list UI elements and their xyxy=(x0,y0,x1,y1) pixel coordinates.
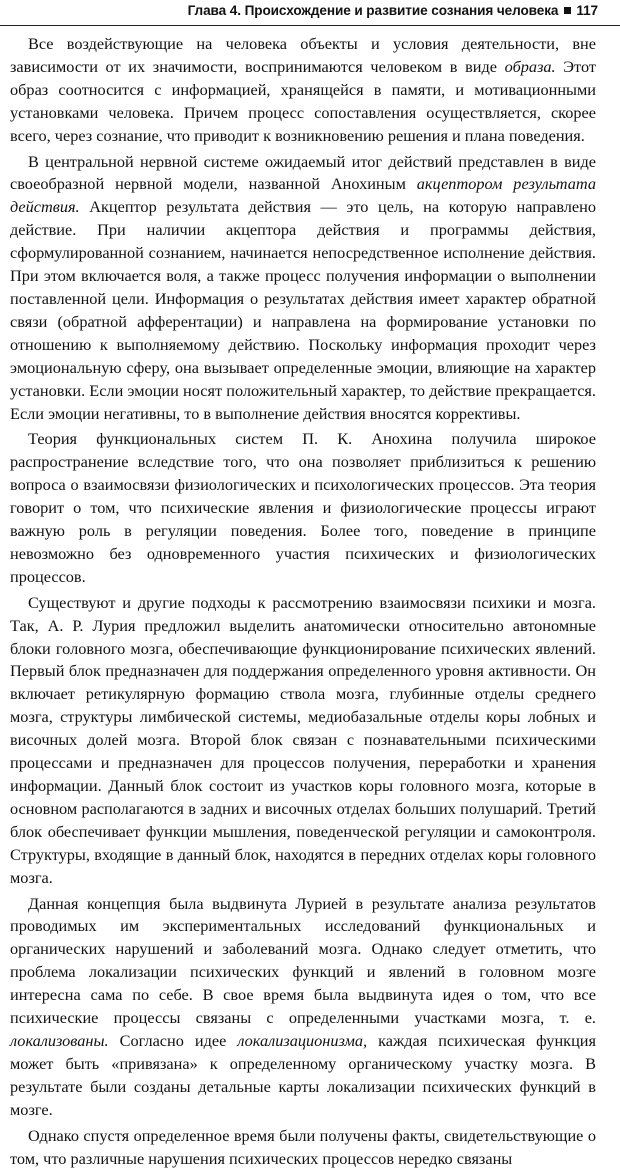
paragraph-5-text-cont: Согласно идее xyxy=(108,1030,238,1050)
paragraph-4 xyxy=(10,592,596,890)
paragraph-5 xyxy=(10,893,596,1122)
paragraph-2-text: В центральной нервной системе ожидаемый итог действий представлен в виде своеобразной нервной модели, названной Анохиным xyxy=(10,151,596,194)
paragraph-3 xyxy=(10,428,596,588)
body-text xyxy=(10,33,596,1170)
paragraph-1-text: Все воздействующие на человека объекты и условия деятельности, вне зависимости от их значимости, воспринимаются человеком в виде xyxy=(10,34,596,76)
paragraph-2 xyxy=(10,151,596,426)
term-lokalizovany: локализованы. xyxy=(10,1030,109,1050)
paragraph-1-text-cont: Этот образ соотносится с информацией, хранящейся в памяти, и мотивационными установками человека. Причем процесс сопоставления осуществляется, скорее всего, через сознание, что приводит к возникновению решения и плана поведения. xyxy=(10,56,596,145)
running-title: Глава 4. Происхождение и развитие сознания человека xyxy=(187,3,559,18)
header-line xyxy=(188,3,598,18)
paragraph-5-text-end: каждая психическая функция может быть «привязана» к определенному органическому участку мозга. В результате были созданы детальные карты локализации психических функций в мозге. xyxy=(10,1030,596,1119)
paragraph-4-text: Существуют и другие подходы к рассмотрению взаимосвязи психики и мозга. Так, А. Р. Лурия предложил выделить анатомически относительно автономные блоки головного мозга, обеспечивающие функционирование психических явлений. Первый блок предназначен для поддержания определенного уровня активности. Он включает ретикулярную формацию ствола мозга, глубинные отделы среднего мозга, структуры лимбической системы, медиобазальные отделы коры лобных и височных долей мозга. Второй блок связан с познавательными психическими процессами и предназначен для процессов получения, переработки и хранения информации. Данный блок состоит из участков коры головного мозга, которые в основном располагаются в задних и височных отделах больших полушарий. Третий блок обеспечивает функции мышления, поведенческой регуляции и самоконтроля. Структуры, входящие в данный блок, находятся в передних отделах коры головного мозга. xyxy=(10,592,596,887)
term-lokalizacionizm: локализационизма, xyxy=(237,1030,368,1050)
paragraph-1 xyxy=(10,33,596,148)
term-akceptor: акцептором результата действия. xyxy=(10,174,596,217)
paragraph-3-text: Теория функциональных систем П. К. Анохина получила широкое распространение вследствие того, что она позволяет приблизиться к решению вопроса о взаимосвязи физиологических и психологических процессов. Эта теория говорит о том, что психические явления и физиологические процессы играют важную роль в регуляции поведения. Более того, поведение в принципе невозможно без одновременного участия психических и физиологических процессов. xyxy=(10,429,596,586)
running-header xyxy=(0,0,620,26)
term-obraz: образа. xyxy=(504,56,556,76)
page-number: 117 xyxy=(576,3,598,18)
square-bullet-icon xyxy=(564,7,571,14)
paragraph-2-text-cont: Акцептор результата действия — это цель, на которую направлено действие. При наличии акцептора действия и программы действия, сформулированной сознанием, начинается непосредственное исполнение действия. При этом включается воля, а также процесс получения информации о выполнении поставленной цели. Информация о результатах действия имеет характер обратной связи (обратной афферентации) и направлена на формирование установки по отношению к выполняемому действию. Поскольку информация проходит через эмоциональную сферу, она вызывает определенные эмоции, влияющие на характер установки. Если эмоции носят положительный характер, то действие прекращается. Если эмоции негативны, то в выполнение действия вносятся коррективы. xyxy=(10,197,596,423)
paragraph-5-text: Данная концепция была выдвинута Лурией в результате анализа результатов проводимых им экспериментальных исследований функциональных и органических нарушений и заболеваний мозга. Однако следует отметить, что проблема локализации психических функций и явлений в головном мозге интересна сама по себе. В свое время была выдвинута идея о том, что все психические процессы связаны с определенными участками мозга, т. е. xyxy=(10,893,596,1028)
paragraph-6 xyxy=(10,1125,596,1170)
paragraph-6-text: Однако спустя определенное время были получены факты, свидетельствующие о том, что различные нарушения психических процессов нередко связаны xyxy=(10,1125,596,1168)
